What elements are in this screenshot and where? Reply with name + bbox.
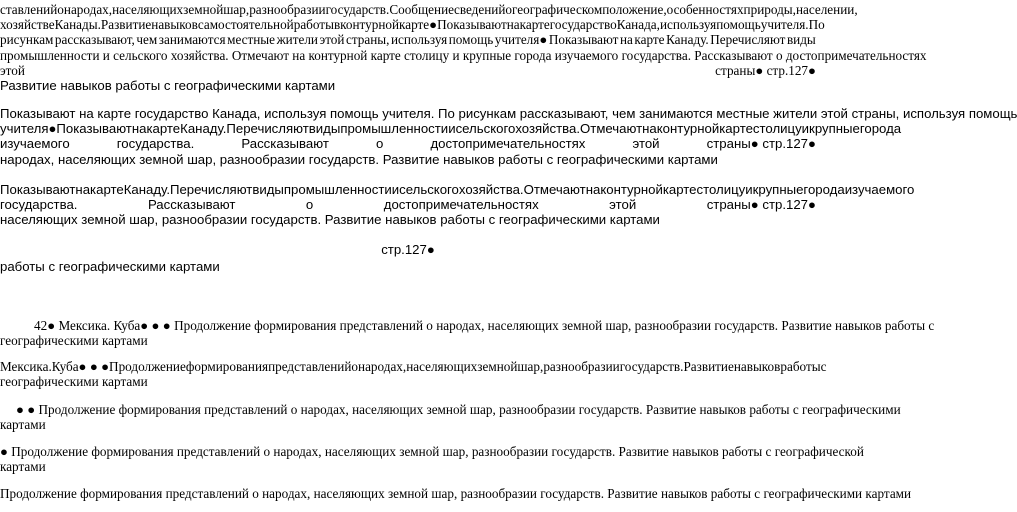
word: государств. bbox=[619, 359, 684, 374]
p3-line-2 bbox=[0, 197, 816, 212]
word: помощь bbox=[448, 32, 494, 48]
word: о bbox=[305, 197, 314, 213]
word: промышленности bbox=[340, 121, 449, 137]
word: сельского bbox=[399, 182, 459, 197]
word: земной bbox=[477, 359, 518, 374]
word: земной bbox=[183, 2, 224, 17]
paragraph-4-caption bbox=[0, 259, 816, 274]
p1-line-2 bbox=[0, 17, 825, 33]
p2-line-3 bbox=[0, 136, 816, 151]
word: природы, bbox=[743, 2, 796, 17]
p4-caption: работы с географическими картами bbox=[0, 259, 220, 274]
word: на bbox=[642, 121, 657, 137]
p8-line-1: ● Продолжение формирования представлений о народах, населяющих земной шар, разнообразии государств. Развитие навыков работы с географической bbox=[0, 444, 864, 459]
word: формирования bbox=[185, 359, 269, 374]
p1-line-3 bbox=[0, 32, 816, 47]
word: контурной bbox=[600, 182, 663, 197]
word: карте bbox=[146, 121, 181, 137]
word: используя bbox=[659, 17, 717, 33]
word: учителя● bbox=[494, 32, 548, 48]
word: карте bbox=[90, 182, 124, 197]
word: занимаются bbox=[158, 32, 226, 48]
word: Продолжение bbox=[109, 359, 186, 374]
word: карте bbox=[719, 121, 753, 137]
p1-line-6: Развитие навыков работы с географическими картами bbox=[0, 77, 336, 93]
word: работы bbox=[293, 17, 334, 33]
word: рисункам bbox=[0, 32, 54, 48]
word: хозяйства. bbox=[458, 182, 524, 197]
word: Отмечают bbox=[580, 121, 643, 137]
p5-line-1: 42● Мексика. Куба● ● ● Продолжение формирования представлений о народах, населяющих земной шар, разнообразии государств. Развитие навыков работы с bbox=[34, 318, 935, 333]
word: страны● стр.127● bbox=[706, 136, 816, 152]
p6-line-2: географическими картами bbox=[0, 374, 148, 390]
word: навыков bbox=[733, 359, 781, 374]
word: достопримечательностях bbox=[430, 136, 586, 152]
p2-line-2 bbox=[0, 121, 902, 137]
word: жители bbox=[276, 32, 318, 48]
word: Рассказывают bbox=[147, 197, 236, 213]
word: географическом bbox=[512, 2, 603, 17]
word: на bbox=[506, 17, 520, 33]
word: используя bbox=[390, 32, 448, 48]
p9-line-1: Продолжение формирования представлений о народах, населяющих земной шар, разнообразии государств. Развитие навыков работы с географическими картами bbox=[0, 486, 912, 501]
p2-line-1: Показывают на карте государство Канада, используя помощь учителя. По рисункам рассказывают, чем занимаются местные жители этой страны, используя помощь bbox=[0, 106, 1017, 121]
word: карте bbox=[519, 17, 550, 33]
p3-line-3: населяющих земной шар, разнообразии государств. Развитие навыков работы с географическими картами bbox=[0, 212, 660, 228]
word: Показывают bbox=[56, 121, 132, 137]
word: чем bbox=[136, 32, 158, 48]
word: рассказывают, bbox=[54, 32, 135, 48]
word: изучаемого bbox=[844, 182, 915, 197]
word: государства. bbox=[116, 136, 195, 152]
paragraph-9 bbox=[0, 486, 912, 501]
word: государство bbox=[549, 17, 617, 33]
word: карте bbox=[662, 182, 697, 197]
word: города bbox=[803, 182, 845, 197]
word: о bbox=[57, 2, 64, 17]
word: населяющих bbox=[112, 2, 184, 17]
word: государства. bbox=[0, 197, 78, 213]
word: Канаду. bbox=[123, 182, 170, 197]
word: и bbox=[448, 121, 456, 137]
word: разнообразии bbox=[543, 359, 620, 374]
word: работы bbox=[780, 359, 821, 374]
word: хозяйства. bbox=[515, 121, 581, 137]
word: населении, bbox=[795, 2, 858, 17]
p1-line-4: промышленности и сельского хозяйства. Отмечают на контурной карте столицу и крупные города изучаемого государства. Рассказывают о достопримечательностях bbox=[0, 47, 927, 63]
word: Канаду. bbox=[180, 121, 227, 137]
word: Перечисляют bbox=[710, 32, 786, 48]
paragraph-7 bbox=[0, 402, 901, 433]
word: Канады. bbox=[54, 17, 101, 33]
word: столицу bbox=[752, 121, 802, 137]
word: карте● bbox=[399, 17, 438, 33]
word: хозяйстве bbox=[0, 17, 55, 33]
p1-line-5 bbox=[0, 63, 816, 78]
p7-line-1: ● ● Продолжение формирования представлений о народах, населяющих земной шар, разнообразии государств. Развитие навыков работы с географическими bbox=[16, 402, 901, 417]
word: контурной bbox=[340, 17, 400, 33]
word: с bbox=[820, 359, 827, 374]
word: разнообразии bbox=[249, 2, 326, 17]
paragraph-5 bbox=[0, 318, 935, 349]
paragraph-1 bbox=[0, 2, 927, 93]
word: о bbox=[351, 359, 359, 374]
word: Показывают bbox=[0, 182, 76, 197]
word: этой bbox=[609, 197, 637, 213]
word: Перечисляют bbox=[169, 182, 253, 197]
word: Канада, bbox=[616, 17, 660, 33]
word: на bbox=[585, 182, 601, 197]
word: этой bbox=[632, 136, 660, 152]
word: страны● стр.127● bbox=[715, 62, 816, 78]
word: навыков bbox=[151, 17, 198, 33]
word: страны● стр.127● bbox=[706, 197, 816, 213]
p2-line-4: народах, населяющих земной шар, разнообразии государств. Развитие навыков работы с географическими картами bbox=[0, 151, 718, 167]
word: Развитие bbox=[100, 17, 152, 33]
word: этой bbox=[319, 32, 345, 48]
word: виды bbox=[308, 121, 341, 137]
word: о bbox=[375, 136, 384, 152]
word: Куба● ● ● bbox=[51, 359, 110, 374]
paragraph-3 bbox=[0, 182, 915, 228]
word: крупные bbox=[752, 182, 804, 197]
word: самостоятельной bbox=[197, 17, 294, 33]
word: Мексика. bbox=[0, 359, 52, 374]
word: народах, bbox=[358, 359, 407, 374]
p3-line-1 bbox=[0, 182, 915, 197]
word: контурной bbox=[656, 121, 720, 137]
word: на bbox=[619, 32, 633, 48]
paragraph-4 bbox=[0, 242, 816, 257]
word: помощь bbox=[716, 17, 761, 33]
word: изучаемого bbox=[0, 136, 70, 152]
word: карте bbox=[634, 32, 665, 48]
word: сельского bbox=[455, 121, 516, 137]
word: местные bbox=[227, 32, 276, 48]
word: Показывают bbox=[548, 32, 619, 48]
word: крупные bbox=[809, 121, 860, 137]
word: Показывают bbox=[437, 17, 507, 33]
word: виды bbox=[786, 32, 816, 48]
word: промышленности bbox=[283, 182, 392, 197]
word: Перечисляют bbox=[226, 121, 309, 137]
p1-line-1 bbox=[0, 2, 858, 17]
paragraph-6 bbox=[0, 359, 827, 390]
word: страны, bbox=[345, 32, 390, 48]
word: Рассказывают bbox=[241, 136, 329, 152]
word: виды bbox=[252, 182, 284, 197]
word: шар, bbox=[517, 359, 544, 374]
word: народах, bbox=[63, 2, 113, 17]
word: По bbox=[808, 17, 825, 33]
p6-line-1 bbox=[0, 359, 827, 374]
word: на bbox=[131, 121, 147, 137]
p7-line-2: картами bbox=[0, 417, 46, 433]
word: этой bbox=[0, 62, 25, 78]
word: на bbox=[75, 182, 91, 197]
word: особенностях bbox=[666, 2, 744, 17]
word: о bbox=[505, 2, 513, 17]
word: и bbox=[391, 182, 400, 197]
word: достопримечательностях bbox=[383, 197, 539, 213]
word: населяющих bbox=[406, 359, 478, 374]
word: государств. bbox=[325, 2, 390, 17]
word: сведений bbox=[454, 2, 506, 17]
word: учителя. bbox=[760, 17, 809, 33]
word: учителя● bbox=[0, 121, 57, 137]
p5-line-2: географическими картами bbox=[0, 333, 148, 349]
p8-line-2: картами bbox=[0, 459, 46, 475]
word: и bbox=[801, 121, 810, 137]
word: положение, bbox=[602, 2, 667, 17]
word: города bbox=[859, 121, 902, 137]
paragraph-2 bbox=[0, 106, 1017, 167]
word: шар, bbox=[223, 2, 250, 17]
word: и bbox=[745, 182, 753, 197]
page-ref: стр.127● bbox=[381, 242, 435, 257]
word: представлений bbox=[268, 359, 352, 374]
word: Сообщение bbox=[389, 2, 454, 17]
word: Отмечают bbox=[523, 182, 586, 197]
word: ставлений bbox=[0, 2, 58, 17]
word: Канаду. bbox=[666, 32, 709, 48]
paragraph-8 bbox=[0, 444, 864, 475]
word: столицу bbox=[696, 182, 746, 197]
word: Развитие bbox=[683, 359, 734, 374]
word: в bbox=[333, 17, 341, 33]
